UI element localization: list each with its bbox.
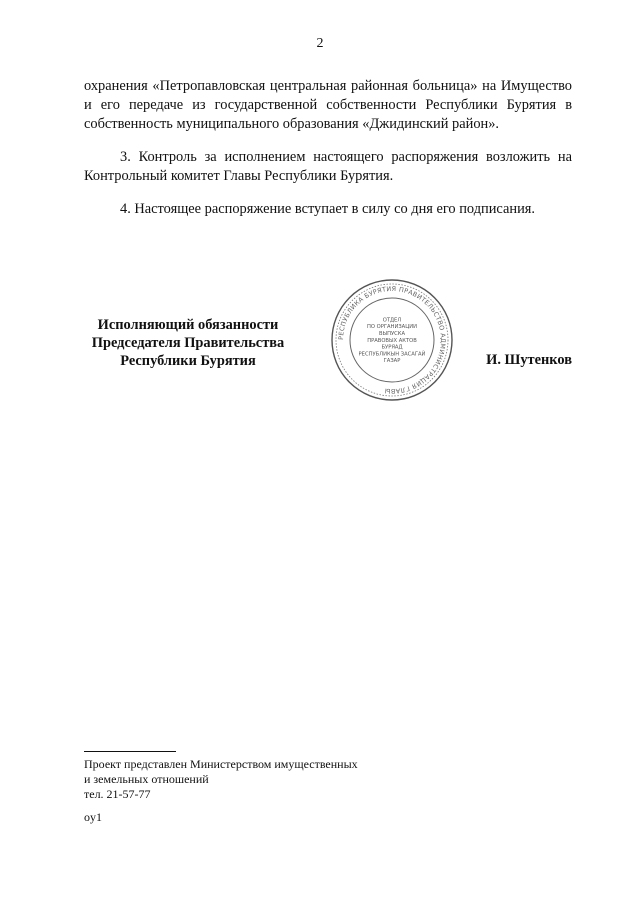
footnote-line: Проект представлен Министерством имущественных: [84, 757, 358, 771]
signatory-title-line: Председателя Правительства: [91, 335, 285, 351]
signer-name: И. Шутенков: [486, 352, 572, 368]
svg-text:РЕСПУБЛИКЫН ЗАСАГАЙ: РЕСПУБЛИКЫН ЗАСАГАЙ: [358, 351, 426, 358]
file-code: oy1: [84, 810, 102, 824]
svg-text:ВЫПУСКА: ВЫПУСКА: [378, 331, 406, 337]
footnote-rule: [84, 751, 176, 752]
paragraph-continued: охранения «Петропавловская центральная районная больница» на Имущество и его передаче из государственной собственности Республики Бурятия в собственность муниципального образования «Джидинский район».: [84, 78, 572, 132]
svg-text:РЕСПУБЛИКА БУРЯТИЯ ПРАВИТЕЛЬСТ: РЕСПУБЛИКА БУРЯТИЯ ПРАВИТЕЛЬСТВО АДМИНИСТРАЦИЯ ГЛАВЫ: [336, 284, 448, 396]
svg-text:ПО ОРГАНИЗАЦИИ: ПО ОРГАНИЗАЦИИ: [366, 324, 418, 331]
footnote-line: и земельных отношений: [84, 772, 209, 786]
official-seal: [330, 278, 454, 402]
footnote: [84, 757, 358, 802]
paragraph-item-3: 3. Контроль за исполнением настоящего распоряжения возложить на Контрольный комитет Главы Республики Бурятия.: [84, 149, 572, 184]
footnote-line: тел. 21-57-77: [84, 787, 151, 801]
page-number: 2: [316, 36, 324, 51]
signatory-title: [84, 316, 292, 370]
svg-text:БУРЯАД: БУРЯАД: [381, 344, 403, 351]
svg-text:ГАЗАР: ГАЗАР: [383, 358, 401, 365]
signatory-title-line: Исполняющий обязанности: [97, 317, 279, 333]
svg-text:ПРАВОВЫХ АКТОВ: ПРАВОВЫХ АКТОВ: [367, 337, 417, 344]
svg-text:ОТДЕЛ: ОТДЕЛ: [382, 317, 402, 324]
paragraph-item-4: 4. Настоящее распоряжение вступает в силу со дня его подписания.: [120, 201, 535, 217]
signatory-title-line: Республики Бурятия: [120, 353, 256, 369]
